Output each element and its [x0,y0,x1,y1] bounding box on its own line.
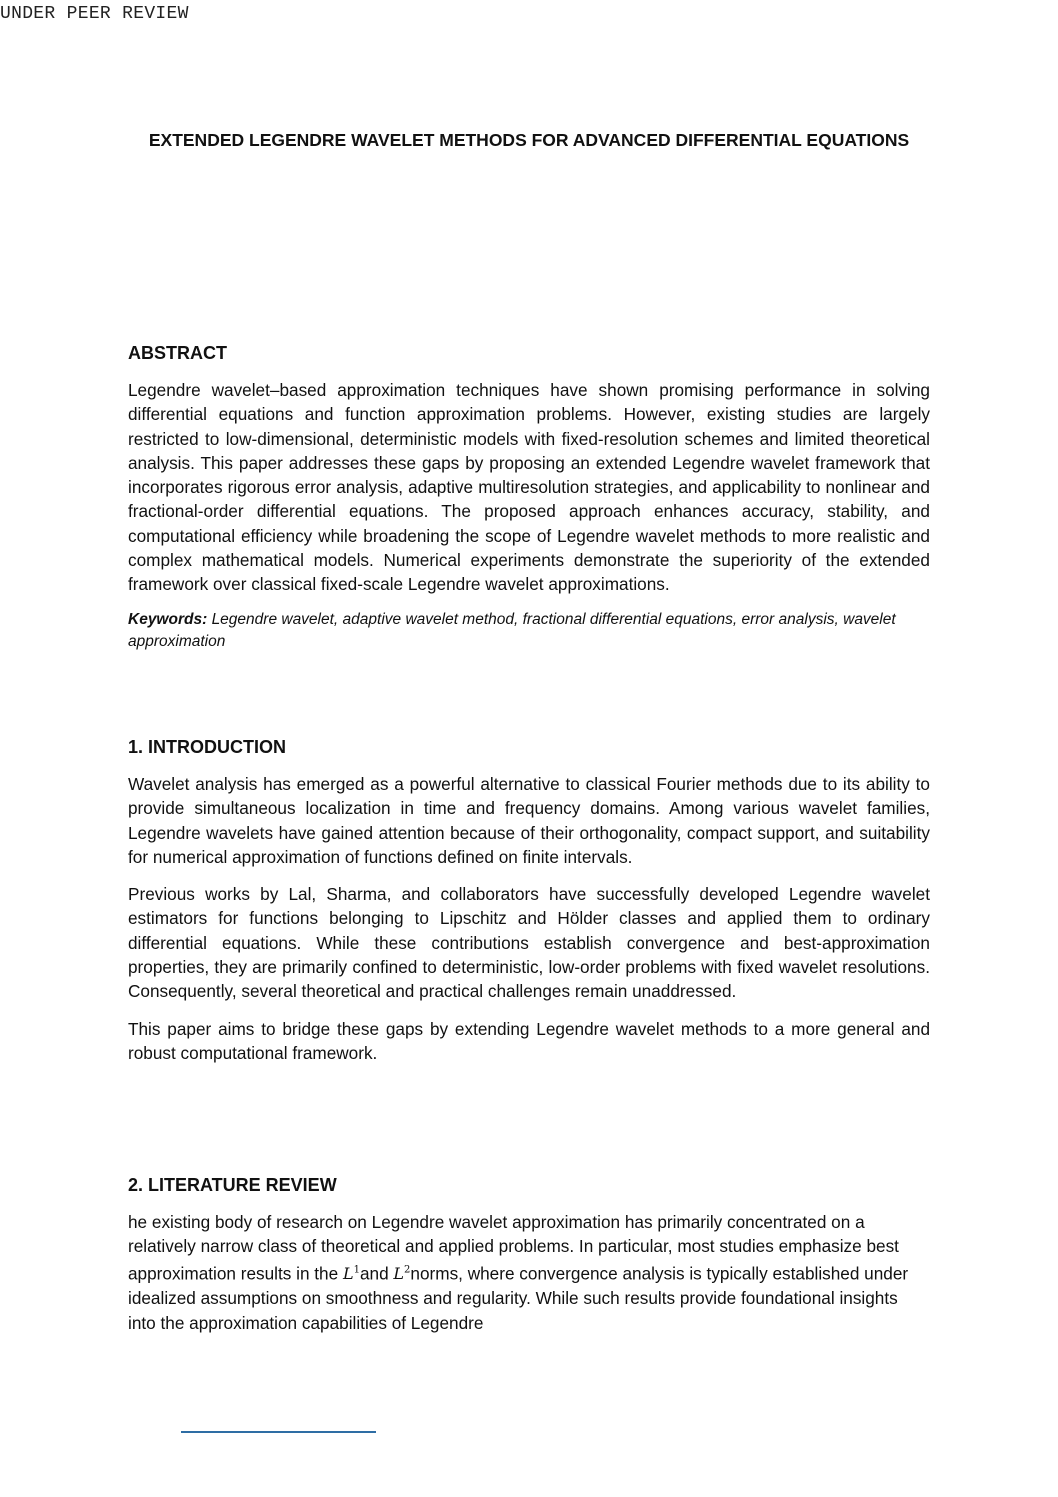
intro-paragraph: Wavelet analysis has emerged as a powerful alternative to classical Fourier methods due to its ability to provide simultaneous localization in time and frequency domains. Among various wavelet families, Legendre wavelets have gained attention because of their orthogonality, compact support, and suitability for numerical approximation of functions defined on finite intervals. [128,774,930,867]
l1-norm-symbol: $L^1$ [342,1263,360,1283]
introduction-heading: 1. INTRODUCTION [128,737,287,757]
abstract-section [128,343,930,653]
introduction-section [128,737,930,1065]
literature-text: norms, where convergence analysis is typically established under idealized assumptions on smoothness and regularity. While such results provide foundational insights into the approximation capabilities of Legendre [128,1262,909,1333]
literature-review-section [128,1175,930,1335]
abstract-heading: ABSTRACT [128,343,227,363]
paper-title: EXTENDED LEGENDRE WAVELET METHODS FOR ADVANCED DIFFERENTIAL EQUATIONS [148,130,910,150]
keywords-label: Keywords: [128,610,208,628]
footnote-separator [181,1431,376,1433]
l2-norm-symbol: $L^2$ [393,1263,411,1283]
keywords-text: Legendre wavelet, adaptive wavelet method, fractional differential equations, error analysis, wavelet approximation [128,610,896,650]
abstract-text: Legendre wavelet–based approximation techniques have shown promising performance in solving differential equations and function approximation problems. However, existing studies are largely restricted to low-dimensional, deterministic models with fixed-resolution schemes and limited theoretical analysis. This paper addresses these gaps by proposing an extended Legendre wavelet framework that incorporates rigorous error analysis, adaptive multiresolution strategies, and applicability to nonlinear and fractional-order differential equations. The proposed approach enhances accuracy, stability, and computational efficiency while broadening the scope of Legendre wavelet methods to more realistic and complex mathematical models. Numerical experiments demonstrate the superiority of the extended framework over classical fixed-scale Legendre wavelet approximations. [128,380,930,595]
literature-paragraph [128,1210,928,1335]
literature-text: he existing body of research on Legendre wavelet approximation has primarily concentrated on a relatively narrow class of theoretical and applied problems. In particular, most studies emphasize best approximation results in the [128,1212,899,1283]
intro-paragraph: Previous works by Lal, Sharma, and collaborators have successfully developed Legendre wavelet estimators for functions belonging to Lipschitz and Hölder classes and applied them to ordinary differential equations. While these contributions establish convergence and best-approximation properties, they are primarily confined to deterministic, low-order problems with fixed wavelet resolutions. Consequently, several theoretical and practical challenges remain unaddressed. [128,884,930,1002]
intro-paragraph: This paper aims to bridge these gaps by extending Legendre wavelet methods to a more general and robust computational framework. [128,1018,930,1063]
peer-review-watermark: UNDER PEER REVIEW [0,4,189,24]
literature-text: and [359,1262,394,1283]
literature-review-heading: 2. LITERATURE REVIEW [128,1175,337,1195]
keywords-line [128,609,930,653]
